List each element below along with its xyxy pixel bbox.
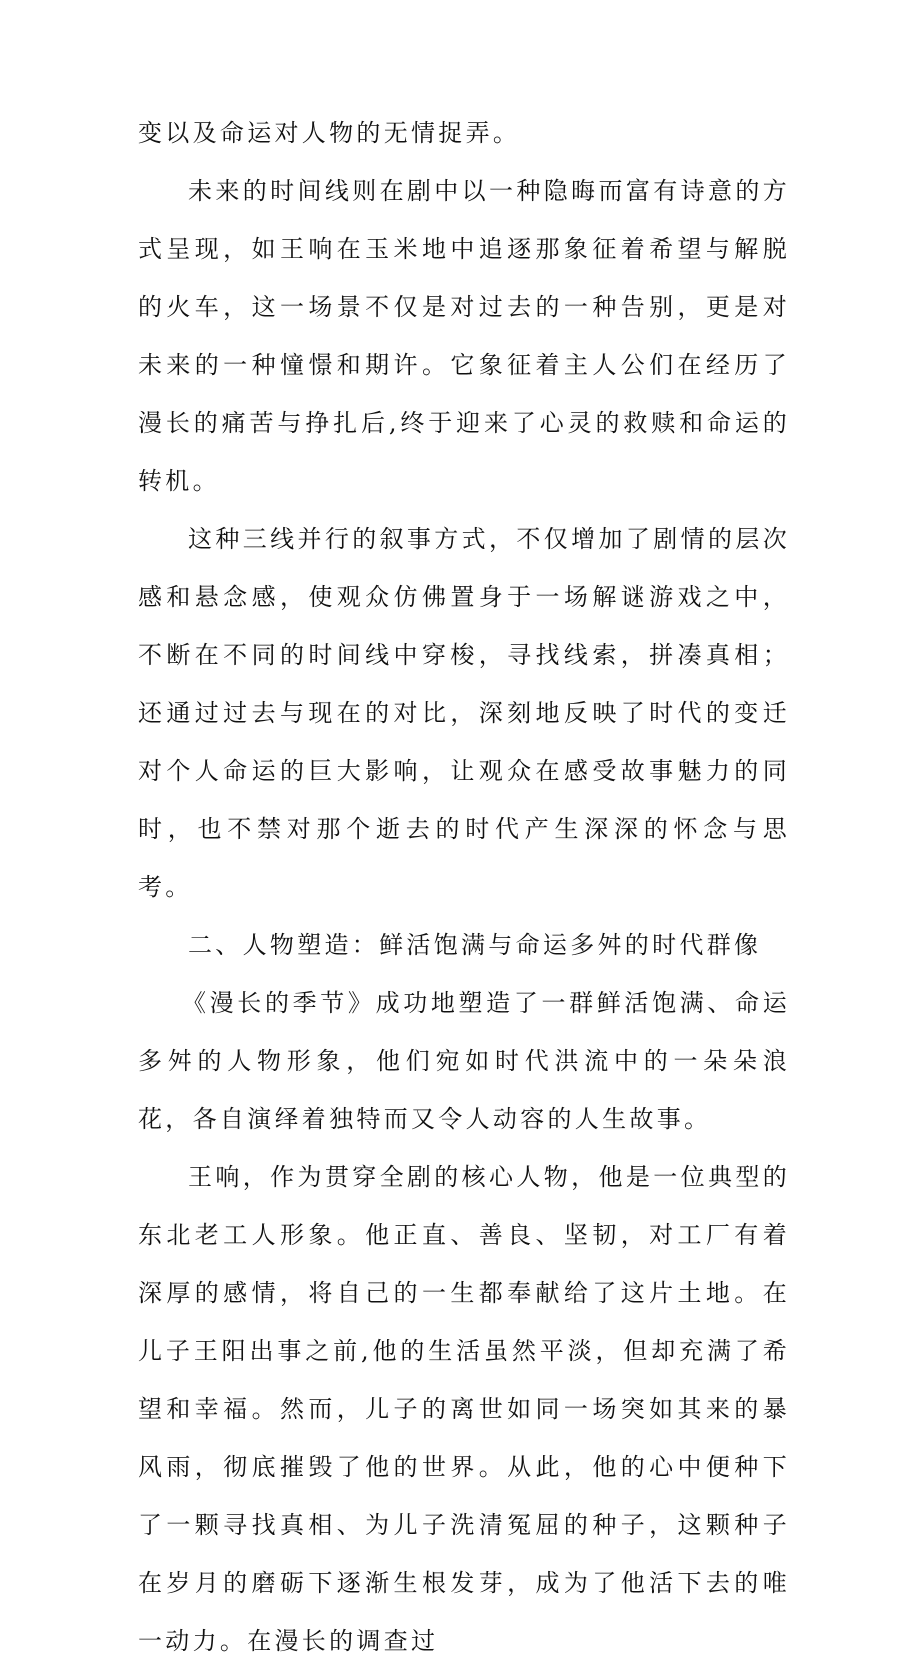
section-heading-character: 二、人物塑造：鲜活饱满与命运多舛的时代群像	[188, 931, 762, 959]
paragraph-three-line-narrative: 这种三线并行的叙事方式，不仅增加了剧情的层次感和悬念感，使观众仿佛置身于一场解谜游戏之中，不断在不同的时间线中穿梭，寻找线索，拼凑真相；还通过过去与现在的对比，深刻地反映了时代的变迁对个人命运的巨大影响，让观众在感受故事魅力的同时，也不禁对那个逝去的时代产生深深的怀念与思考。	[138, 525, 790, 901]
paragraph-wang-xiang: 王响，作为贯穿全剧的核心人物，他是一位典型的东北老工人形象。他正直、善良、坚韧，对工厂有着深厚的感情，将自己的一生都奉献给了这片土地。在儿子王阳出事之前,他的生活虽然平淡，但却充满了希望和幸福。然而，儿子的离世如同一场突如其来的暴风雨，彻底摧毁了他的世界。从此，他的心中便种下了一颗寻找真相、为儿子洗清冤屈的种子，这颗种子在岁月的磨砺下逐渐生根发芽，成为了他活下去的唯一动力。在漫长的调查过	[138, 1163, 790, 1655]
paragraph-future-timeline: 未来的时间线则在剧中以一种隐晦而富有诗意的方式呈现，如王响在玉米地中追逐那象征着希望与解脱的火车，这一场景不仅是对过去的一种告别，更是对未来的一种憧憬和期许。它象征着主人公们在经历了漫长的痛苦与挣扎后,终于迎来了心灵的救赎和命运的转机。	[138, 177, 790, 495]
document-page	[138, 104, 790, 1670]
paragraph-continuation: 变以及命运对人物的无情捉弄。	[138, 119, 521, 147]
paragraph-character-intro: 《漫长的季节》成功地塑造了一群鲜活饱满、命运多舛的人物形象，他们宛如时代洪流中的一朵朵浪花，各自演绎着独特而又令人动容的人生故事。	[138, 989, 790, 1133]
